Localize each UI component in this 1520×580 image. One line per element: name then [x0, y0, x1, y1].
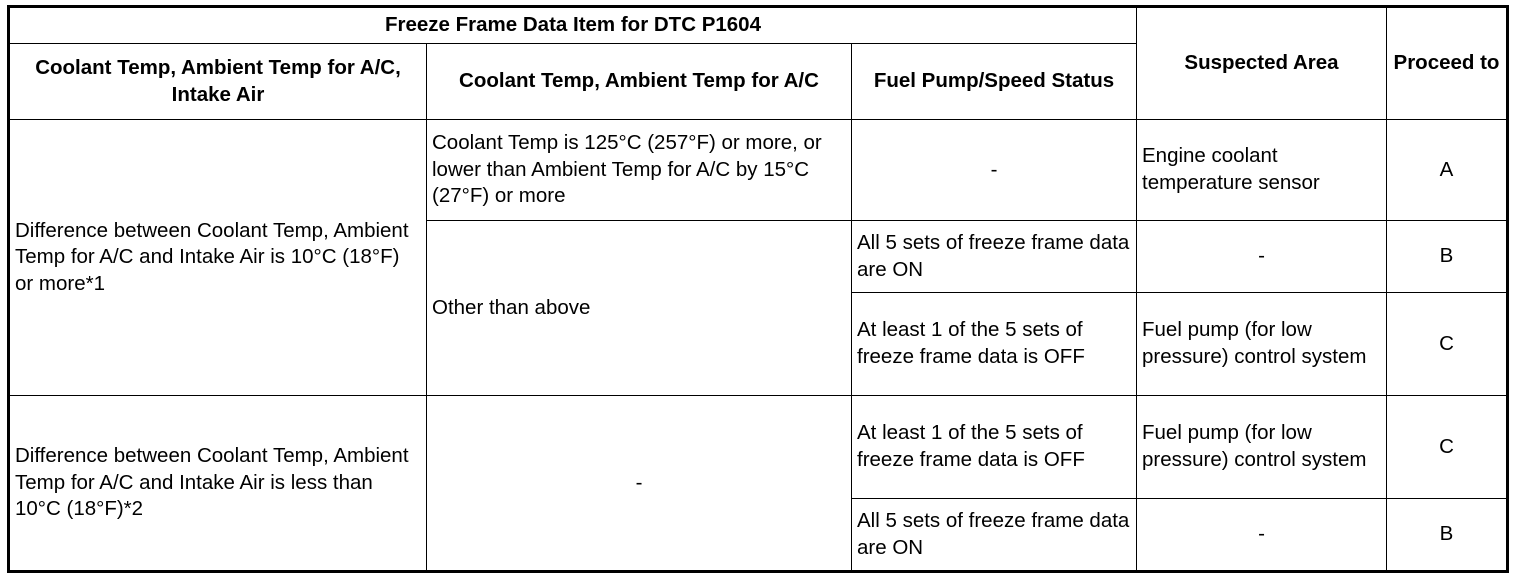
- r4-suspected-area: Fuel pump (for low pressure) control system: [1137, 396, 1387, 499]
- table-container: [7, 5, 1506, 573]
- r5-proceed-to: B: [1387, 499, 1508, 572]
- header-fuel-pump-status: Fuel Pump/Speed Status: [852, 44, 1137, 120]
- r4-coolant-condition: -: [427, 396, 852, 572]
- r3-suspected-area: Fuel pump (for low pressure) control system: [1137, 293, 1387, 396]
- r2-suspected-area: -: [1137, 221, 1387, 293]
- table-title: Freeze Frame Data Item for DTC P1604: [9, 7, 1137, 44]
- r1-proceed-to: A: [1387, 120, 1508, 221]
- table-row: [9, 120, 1508, 221]
- r2-coolant-condition: Other than above: [427, 221, 852, 396]
- r5-fuel-pump-status: All 5 sets of freeze frame data are ON: [852, 499, 1137, 572]
- r1-coolant-condition: Coolant Temp is 125°C (257°F) or more, or lower than Ambient Temp for A/C by 15°C (27°F) or more: [427, 120, 852, 221]
- r5-suspected-area: -: [1137, 499, 1387, 572]
- r4-proceed-to: C: [1387, 396, 1508, 499]
- header-proceed-to: Proceed to: [1387, 7, 1508, 120]
- r4-fuel-pump-status: At least 1 of the 5 sets of freeze frame data is OFF: [852, 396, 1137, 499]
- r1-suspected-area: Engine coolant temperature sensor: [1137, 120, 1387, 221]
- group1-condition: Difference between Coolant Temp, Ambient Temp for A/C and Intake Air is 10°C (18°F) or more*1: [9, 120, 427, 396]
- header-suspected-area: Suspected Area: [1137, 7, 1387, 120]
- r1-fuel-pump-status: -: [852, 120, 1137, 221]
- r3-proceed-to: C: [1387, 293, 1508, 396]
- freeze-frame-table: [7, 5, 1509, 573]
- header-coolant-ambient: Coolant Temp, Ambient Temp for A/C: [427, 44, 852, 120]
- header-coolant-ambient-intake: Coolant Temp, Ambient Temp for A/C, Intake Air: [9, 44, 427, 120]
- r2-proceed-to: B: [1387, 221, 1508, 293]
- group2-condition: Difference between Coolant Temp, Ambient Temp for A/C and Intake Air is less than 10°C (18°F)*2: [9, 396, 427, 572]
- table-header-row-1: [9, 7, 1508, 44]
- table-row: [9, 396, 1508, 499]
- r3-fuel-pump-status: At least 1 of the 5 sets of freeze frame data is OFF: [852, 293, 1137, 396]
- r2-fuel-pump-status: All 5 sets of freeze frame data are ON: [852, 221, 1137, 293]
